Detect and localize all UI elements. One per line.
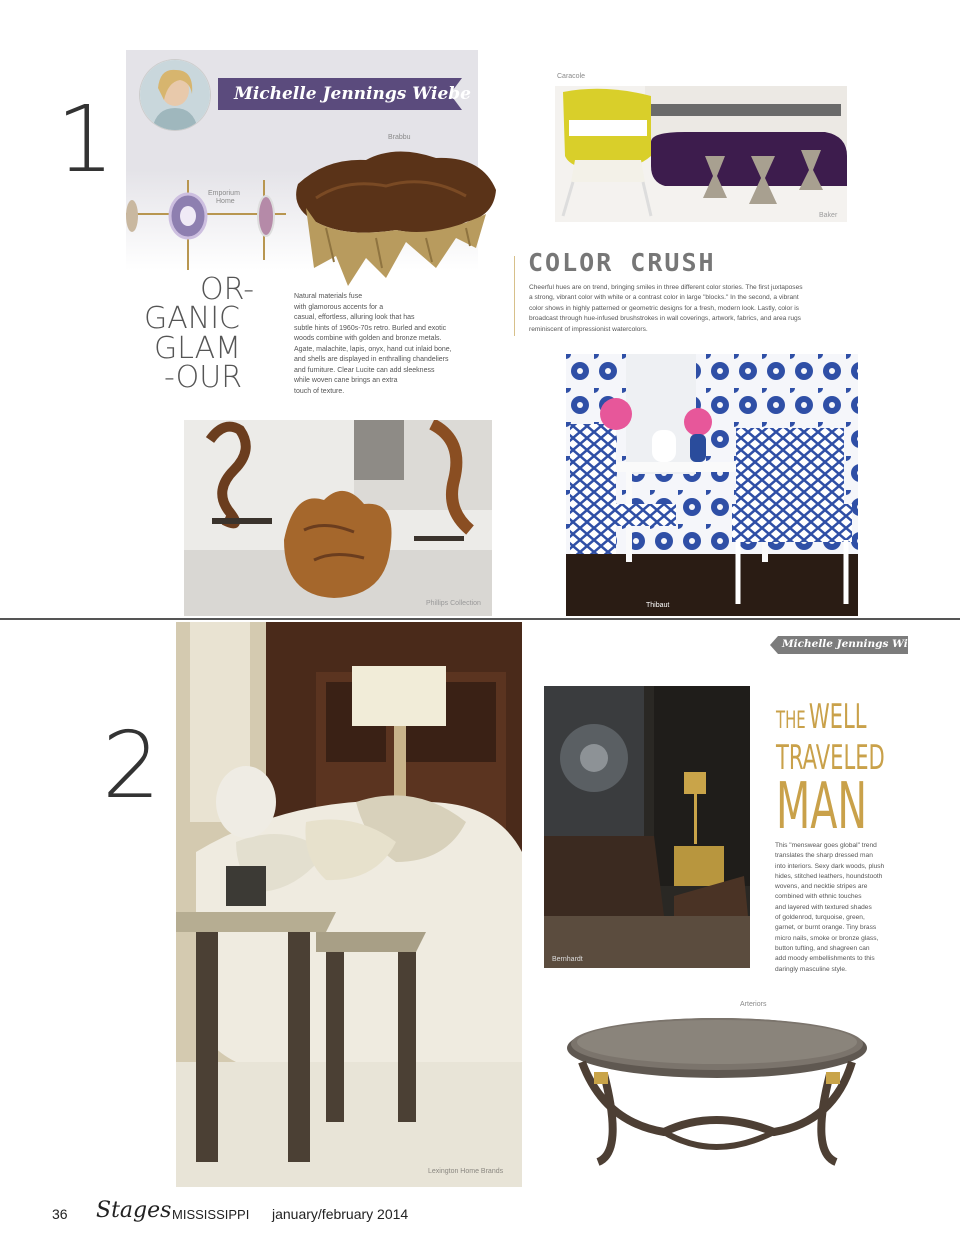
organic-text-line: woods combine with golden and bronze metals. xyxy=(294,335,442,342)
arteriors-coffee-table-image xyxy=(564,1012,870,1172)
organic-title-line-1: OR- xyxy=(200,272,255,307)
credit-brabbu: Brabbu xyxy=(388,134,411,141)
credit-thibaut: Thibaut xyxy=(646,602,670,609)
footer-brand-state: MISSISSIPPI xyxy=(172,1207,250,1222)
credit-phillips: Phillips Collection xyxy=(426,600,481,607)
organic-title-line-4: -OUR xyxy=(164,360,243,395)
well-traveled-text-line: This "menswear goes global" trend xyxy=(775,842,877,849)
organic-text-line: subtle hints of 1960s-70s retro. Burled and exotic xyxy=(294,324,447,332)
section-number-1: 1 xyxy=(56,86,115,193)
well-traveled-man-title xyxy=(776,697,885,844)
well-traveled-text-line: translates the sharp dressed man xyxy=(775,852,873,860)
color-crush-text-line: a strong, vibrant color with white or a contrast color in large "blocks." In the second, a vibrant xyxy=(529,294,799,302)
well-traveled-text-line: into interiors. Sexy dark woods, plush xyxy=(775,862,885,870)
organic-glamour-title xyxy=(136,272,266,395)
author-banner-1-text: Michelle Jennings Wiebe xyxy=(234,84,471,104)
credit-caracole: Caracole xyxy=(557,73,586,80)
credit-lexington: Lexington Home Brands xyxy=(428,1168,504,1175)
footer-brand-script: Stages xyxy=(96,1198,172,1223)
agate-chandelier-image xyxy=(126,180,286,270)
author-banner-2 xyxy=(770,636,929,654)
color-crush-text-line: broadcast through hue-infused brushstrokes in wall coverings, artwork, fabrics, and area rugs xyxy=(529,315,801,323)
color-crush-text-line: color shows in highly patterned or geometric designs for a fresh, modern look. Lastly, color is xyxy=(529,304,799,312)
color-crush-text-line: Cheerful hues are on trend, bringing smiles in three different color stories. The first juxtaposes xyxy=(529,284,803,291)
credit-arteriors: Arteriors xyxy=(740,1001,767,1008)
footer-issue-date: january/february 2014 xyxy=(272,1206,409,1222)
well-traveled-text-line: button tufting, and shagreen can xyxy=(775,944,870,952)
well-traveled-text-line: and layered with textured shades xyxy=(775,903,872,911)
organic-title-line-2: GANIC xyxy=(144,301,241,336)
organic-text-line: Natural materials fuse xyxy=(294,293,363,300)
section-number-2: 2 xyxy=(102,712,161,819)
organic-text-line: Agate, malachite, lapis, onyx, hand cut inlaid bone, xyxy=(294,345,452,353)
color-crush-rule xyxy=(514,256,515,336)
credit-emporium-1: Emporium xyxy=(208,190,240,197)
organic-text-line: while woven cane brings an extra xyxy=(294,377,398,384)
bernhardt-room-photo xyxy=(544,686,750,968)
color-crush-text xyxy=(529,283,803,335)
author-avatar xyxy=(140,60,210,130)
credit-baker: Baker xyxy=(819,212,838,219)
well-traveled-text-line: add moody embellishments to this xyxy=(775,955,875,963)
driftwood-sculptures-photo xyxy=(184,420,492,616)
title-man: MAN xyxy=(776,770,868,844)
section-divider xyxy=(0,618,960,620)
credit-emporium-2: Home xyxy=(216,198,235,205)
well-traveled-text-line: micro nails, smoke or bronze glass, xyxy=(775,934,879,942)
title-traveled: TRAVELED xyxy=(776,738,885,778)
well-traveled-text-line: hides, stitched leathers, houndstooth xyxy=(775,872,883,880)
burl-table-image xyxy=(286,138,502,288)
yellow-chair-photo xyxy=(555,86,847,222)
color-crush-title: COLOR CRUSH xyxy=(528,248,716,277)
author-banner-1 xyxy=(218,78,471,110)
credit-bernhardt: Bernhardt xyxy=(552,956,583,963)
lexington-living-room-photo xyxy=(176,622,522,1187)
organic-text-line: and furniture. Clear Lucite can add sleekness xyxy=(294,366,435,374)
organic-text-line: with glamorous accents for a xyxy=(294,303,384,311)
blue-dining-photo xyxy=(566,354,858,616)
footer-page-number: 36 xyxy=(52,1206,68,1222)
well-traveled-text xyxy=(775,841,884,975)
well-traveled-text-line: wovens, and necktie stripes are xyxy=(775,883,868,891)
organic-glam-text xyxy=(294,292,452,397)
well-traveled-text-line: garnet, or burnt orange. Tiny brass xyxy=(775,924,877,932)
author-banner-2-text: Michelle Jennings Wiebe xyxy=(782,638,929,650)
organic-title-line-3: GLAM xyxy=(154,331,242,366)
title-the: THE xyxy=(776,706,806,734)
well-traveled-text-line: daringly masculine style. xyxy=(775,965,847,973)
organic-text-line: casual, effortless, alluring look that has xyxy=(294,314,415,321)
well-traveled-text-line: combined with ethnic touches xyxy=(775,893,862,901)
title-well: WELL xyxy=(808,697,867,737)
organic-text-line: and shells are displayed in enthralling chandeliers xyxy=(294,356,449,363)
organic-text-line: touch of texture. xyxy=(294,387,345,395)
well-traveled-text-line: of goldenrod, turquoise, green, xyxy=(775,914,865,922)
color-crush-text-line: reminiscent of impressionist watercolors. xyxy=(529,325,648,333)
